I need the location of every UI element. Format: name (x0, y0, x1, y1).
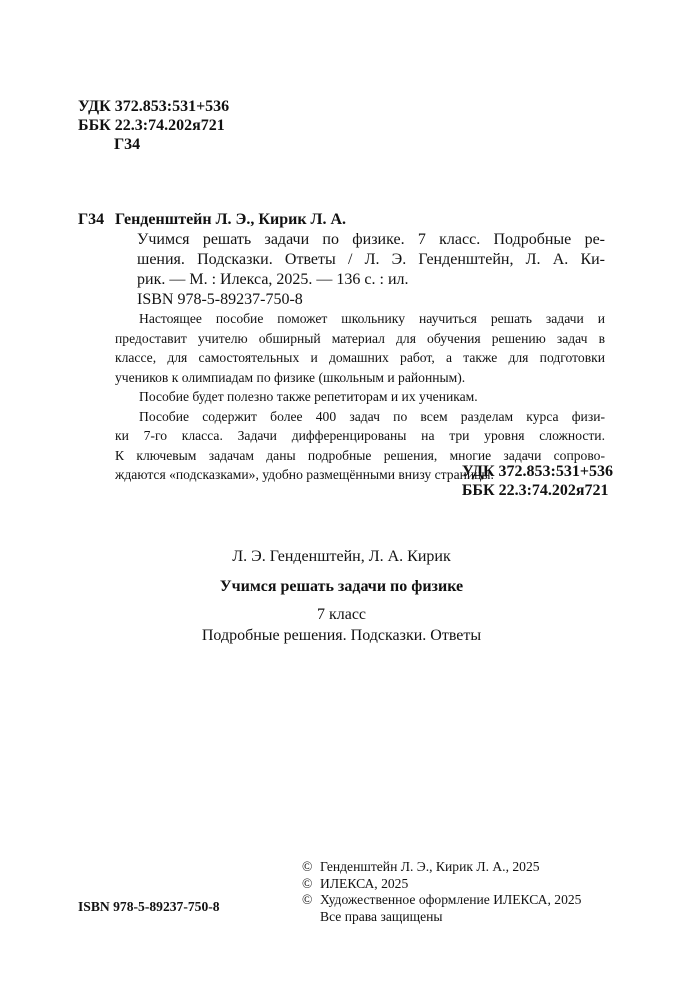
copyright-icon: © (302, 875, 313, 891)
book-subtitle: Подробные решения. Подсказки. Ответы (201, 627, 482, 644)
annotation-line: учеников к олимпиадам по физике (школьным и районным). (115, 369, 466, 385)
copyright-line-4: Все права защищены (320, 908, 443, 924)
annotation-paragraph-1 (115, 309, 605, 329)
author-mark: Г34 (114, 136, 141, 153)
annotation-line: К ключевым задачам даны подробные решения, многие задачи сопрово- (115, 447, 605, 463)
udk-code-right: УДК 372.853:531+536 (461, 463, 613, 480)
copyright-line-1: © Генденштейн Л. Э., Кирик Л. А., 2025 (302, 859, 540, 874)
copyright-block (302, 859, 581, 925)
annotation-paragraph-2: Пособие будет полезно также репетиторам и их ученикам. (139, 389, 478, 404)
annotation (115, 309, 605, 485)
bbk-code-right: ББК 22.3:74.202я721 (461, 482, 609, 499)
catalog-line-1: Учимся решать задачи по физике. 7 класс. Подробные ре- (137, 231, 605, 248)
annotation-line: ждаются «подсказками», удобно размещёнными внизу страницы. (115, 467, 494, 482)
copyright-icon: © (302, 892, 313, 907)
title-authors: Л. Э. Генденштейн, Л. А. Кирик (232, 548, 451, 565)
copyright-line-2: © ИЛЕКСА, 2025 (302, 875, 409, 891)
annotation-line: ки 7-го класса. Задачи дифференцированы на три уровня сложности. (115, 428, 605, 443)
catalog-isbn: ISBN 978-5-89237-750-8 (137, 291, 303, 308)
bbk-code: ББК 22.3:74.202я721 (78, 117, 225, 134)
catalog-line-3: рик. — М. : Илекса, 2025. — 136 с. : ил. (137, 271, 409, 288)
classification-block (78, 97, 229, 154)
annotation-line: классе, для самостоятельных и домашних работ, а также для подготовки (115, 350, 605, 365)
annotation-line: Настоящее пособие поможет школьнику научиться решать задачи и (139, 311, 605, 326)
catalog-entry (115, 210, 605, 310)
udk-code: УДК 372.853:531+536 (78, 98, 230, 115)
classification-block-right (462, 462, 613, 500)
book-title: Учимся решать задачи по физике (219, 578, 464, 595)
annotation-line: Пособие содержит более 400 задач по всем разделам курса физи- (139, 408, 605, 424)
book-grade: 7 класс (316, 606, 367, 623)
copyright-line-3: © Художественное оформление ИЛЕКСА, 2025 (302, 892, 582, 907)
annotation-line: предоставит учителю обширный материал для обучения решению задач в (115, 330, 605, 346)
annotation-paragraph-3 (115, 407, 605, 427)
copyright-icon: © (302, 859, 313, 874)
catalog-line-2: шения. Подсказки. Ответы / Л. Э. Генденштейн, Л. А. Ки- (137, 251, 605, 268)
isbn-bottom: ISBN 978-5-89237-750-8 (78, 899, 220, 914)
catalog-author-mark: Г34 (78, 211, 105, 228)
catalog-authors: Генденштейн Л. Э., Кирик Л. А. (115, 211, 347, 228)
